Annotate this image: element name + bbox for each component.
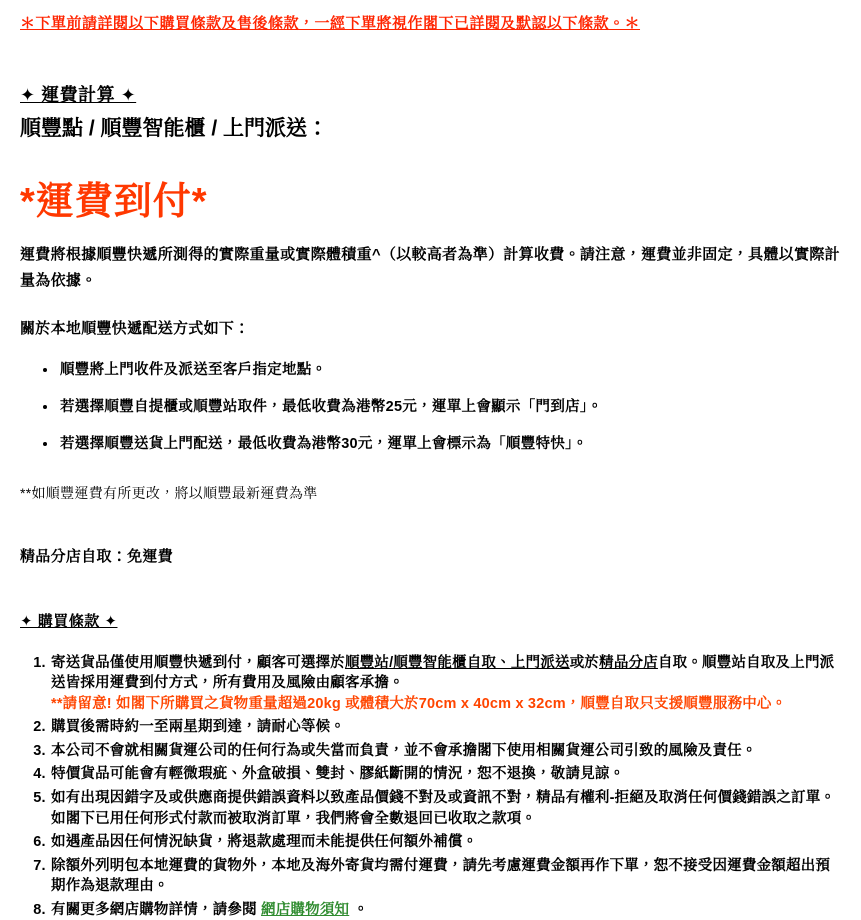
list-item-door-pickup: • 順豐將上門收件及派送至客戶指定地點。 bbox=[58, 358, 841, 379]
term-underline-boutique-store: 精品分店 bbox=[599, 655, 658, 671]
purchase-terms-list bbox=[20, 653, 841, 920]
delivery-options-list bbox=[20, 358, 841, 453]
fee-calculation-paragraph: 運費將根據順豐快遞所測得的實際重量或實際體積重^（以較高者為準）計算收費。請注意，運費並非固定，具體以實際計量為依據。 bbox=[20, 242, 841, 295]
term-item-more-info bbox=[50, 900, 841, 920]
pre-order-warning: ＊下單前請詳閱以下購買條款及售後條款，一經下單將視作閣下已詳閱及默認以下條款。＊ bbox=[20, 12, 841, 33]
delivery-options-intro: 關於本地順豐快遞配送方式如下： bbox=[20, 317, 841, 338]
term-item-delivery-time: 2. 購買後需時約一至兩星期到達，請耐心等候。 bbox=[50, 717, 841, 738]
term-text: 。 bbox=[349, 902, 368, 918]
term-item-discounted-goods: 4. 特價貨品可能會有輕微瑕疵、外盒破損、雙封、膠紙斷開的情況，恕不退換，敬請見諒。 bbox=[50, 764, 841, 785]
term-underline-pickup-options: 順豐站/順豐智能櫃自取、上門派送 bbox=[345, 655, 570, 671]
term-item-shipping-fee-refund: 7. 除額外列明包本地運費的貨物外，本地及海外寄貨均需付運費，請先考慮運費金額再作下單，恕不接受因運費金額超出預期作為退款理由。 bbox=[50, 856, 841, 897]
list-item-home-delivery: • 若選擇順豐送貨上門配送，最低收費為港幣30元，運單上會標示為「順豐特快」。 bbox=[58, 432, 841, 453]
weight-limit-warning: **請留意! 如閣下所購買之貨物重量超過20kg 或體積大於70cm x 40cm x 32cm，順豐自取只支援順豐服務中心。 bbox=[51, 694, 841, 715]
term-text: 自取。順豐站自取及上門派送皆採用運費到付方式，所有費用及風險由顧客承擔。 bbox=[51, 655, 834, 692]
term-text: 寄送貨品僅使用順豐快遞到付，顧客可選擇於 bbox=[51, 655, 345, 671]
term-item-shipping-options bbox=[50, 653, 841, 715]
section-heading-purchase-terms: ✦ 購買條款 ✦ bbox=[20, 610, 841, 631]
shopping-notice-link[interactable]: 網店購物須知 bbox=[261, 902, 349, 918]
term-item-pricing-errors: 5. 如有出現因錯字及或供應商提供錯誤資料以致產品價錢不對及或資訊不對，精品有權利-拒絕及取消任何價錢錯誤之訂單。如閣下已用任何形式付款而被取消訂單，我們將會全數退回已收取之款項。 bbox=[50, 788, 841, 829]
store-pickup-note: 精品分店自取：免運費 bbox=[20, 545, 841, 566]
freight-collect-banner: *運費到付* bbox=[20, 170, 841, 225]
list-item-locker-pickup: • 若選擇順豐自提櫃或順豐站取件，最低收費為港幣25元，運單上會顯示「門到店」。 bbox=[58, 395, 841, 416]
term-item-courier-liability: 3. 本公司不會就相關貨運公司的任何行為或失當而負責，並不會承擔閣下使用相關貨運公司引致的風險及責任。 bbox=[50, 741, 841, 762]
term-text: 或於 bbox=[570, 655, 599, 671]
term-text: 有關更多網店購物詳情，請參閱 bbox=[51, 902, 261, 918]
delivery-methods-subheading: 順豐點 / 順豐智能櫃 / 上門派送： bbox=[20, 112, 841, 142]
fee-change-note: **如順豐運費有所更改，將以順豐最新運費為準 bbox=[20, 483, 841, 503]
term-item-out-of-stock: 6. 如遇產品因任何情況缺貨，將退款處理而未能提供任何額外補償。 bbox=[50, 832, 841, 853]
section-heading-shipping-calc: ✦ 運費計算 ✦ bbox=[20, 81, 841, 107]
